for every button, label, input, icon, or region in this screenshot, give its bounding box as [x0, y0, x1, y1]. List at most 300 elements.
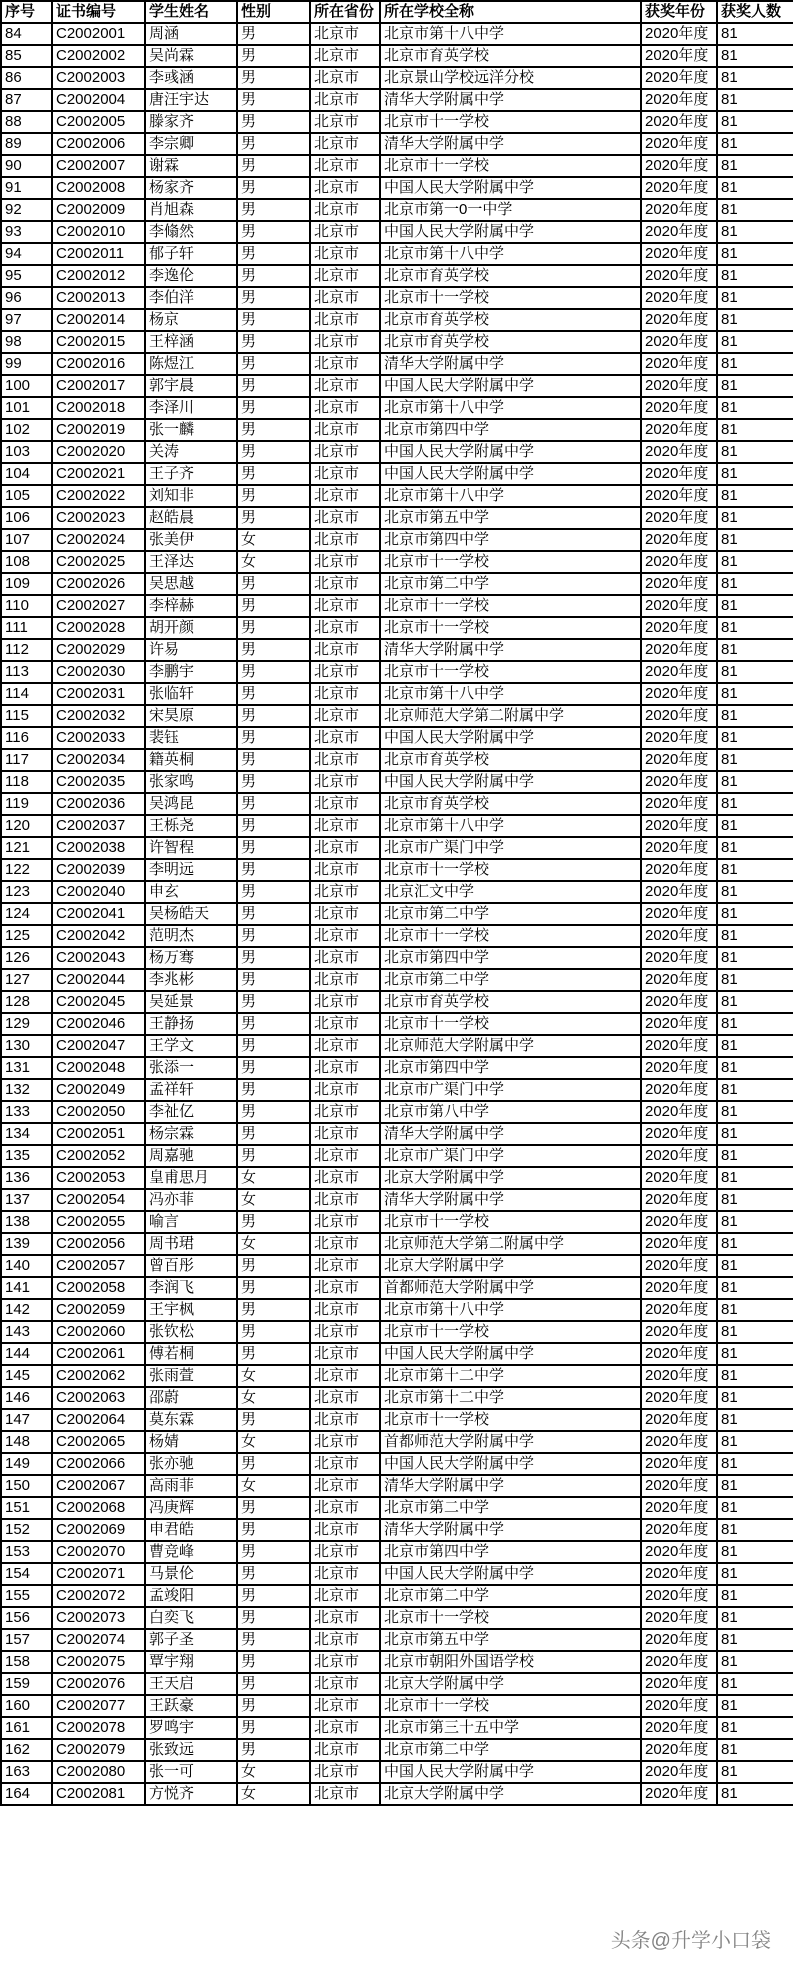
cell-gender: 男 [237, 771, 310, 793]
cell-year: 2020年度 [641, 507, 717, 529]
cell-count: 81 [717, 881, 793, 903]
cell-year: 2020年度 [641, 155, 717, 177]
cell-province: 北京市 [310, 661, 380, 683]
cell-year: 2020年度 [641, 133, 717, 155]
cell-year: 2020年度 [641, 1519, 717, 1541]
cell-cert-no: C2002055 [52, 1211, 145, 1233]
cell-gender: 男 [237, 265, 310, 287]
cell-school: 北京市十一学校 [380, 925, 641, 947]
cell-count: 81 [717, 1233, 793, 1255]
cell-gender: 男 [237, 1343, 310, 1365]
cell-seq: 155 [1, 1585, 52, 1607]
cell-school: 北京市十一学校 [380, 155, 641, 177]
table-row [1, 969, 793, 991]
cell-cert-no: C2002068 [52, 1497, 145, 1519]
cell-seq: 154 [1, 1563, 52, 1585]
cell-count: 81 [717, 1541, 793, 1563]
cell-cert-no: C2002061 [52, 1343, 145, 1365]
cell-count: 81 [717, 1431, 793, 1453]
cell-year: 2020年度 [641, 1145, 717, 1167]
cell-gender: 女 [237, 1189, 310, 1211]
cell-school: 北京市第四中学 [380, 529, 641, 551]
cell-seq: 138 [1, 1211, 52, 1233]
cell-cert-no: C2002019 [52, 419, 145, 441]
table-row [1, 903, 793, 925]
cell-cert-no: C2002004 [52, 89, 145, 111]
cell-province: 北京市 [310, 1673, 380, 1695]
cell-gender: 男 [237, 1739, 310, 1761]
header-gender: 性别 [237, 1, 310, 23]
cell-gender: 男 [237, 309, 310, 331]
cell-seq: 92 [1, 199, 52, 221]
cell-gender: 男 [237, 1145, 310, 1167]
cell-cert-no: C2002016 [52, 353, 145, 375]
cell-school: 中国人民大学附属中学 [380, 375, 641, 397]
cell-school: 北京市育英学校 [380, 331, 641, 353]
cell-seq: 98 [1, 331, 52, 353]
cell-province: 北京市 [310, 1717, 380, 1739]
cell-gender: 男 [237, 1607, 310, 1629]
cell-cert-no: C2002025 [52, 551, 145, 573]
table-row [1, 23, 793, 45]
cell-year: 2020年度 [641, 1277, 717, 1299]
cell-school: 北京市第十二中学 [380, 1387, 641, 1409]
cell-cert-no: C2002065 [52, 1431, 145, 1453]
cell-year: 2020年度 [641, 199, 717, 221]
cell-count: 81 [717, 243, 793, 265]
cell-name: 杨万骞 [145, 947, 237, 969]
cell-cert-no: C2002080 [52, 1761, 145, 1783]
cell-cert-no: C2002030 [52, 661, 145, 683]
cell-cert-no: C2002022 [52, 485, 145, 507]
cell-seq: 147 [1, 1409, 52, 1431]
cell-gender: 男 [237, 1211, 310, 1233]
cell-province: 北京市 [310, 1145, 380, 1167]
cell-cert-no: C2002044 [52, 969, 145, 991]
cell-school: 北京市育英学校 [380, 45, 641, 67]
cell-cert-no: C2002056 [52, 1233, 145, 1255]
cell-count: 81 [717, 287, 793, 309]
cell-gender: 男 [237, 1035, 310, 1057]
cell-province: 北京市 [310, 859, 380, 881]
cell-gender: 男 [237, 749, 310, 771]
cell-cert-no: C2002075 [52, 1651, 145, 1673]
cell-count: 81 [717, 1761, 793, 1783]
cell-province: 北京市 [310, 1475, 380, 1497]
cell-gender: 男 [237, 1629, 310, 1651]
cell-gender: 男 [237, 1541, 310, 1563]
cell-year: 2020年度 [641, 23, 717, 45]
cell-year: 2020年度 [641, 683, 717, 705]
cell-seq: 102 [1, 419, 52, 441]
cell-year: 2020年度 [641, 881, 717, 903]
cell-province: 北京市 [310, 309, 380, 331]
cell-province: 北京市 [310, 1629, 380, 1651]
cell-name: 吴尚霖 [145, 45, 237, 67]
cell-year: 2020年度 [641, 705, 717, 727]
table-row [1, 287, 793, 309]
cell-name: 傅若桐 [145, 1343, 237, 1365]
table-row [1, 1673, 793, 1695]
cell-name: 张美伊 [145, 529, 237, 551]
cell-province: 北京市 [310, 727, 380, 749]
cell-name: 白奕飞 [145, 1607, 237, 1629]
cell-cert-no: C2002026 [52, 573, 145, 595]
cell-gender: 女 [237, 1387, 310, 1409]
cell-province: 北京市 [310, 793, 380, 815]
cell-year: 2020年度 [641, 1167, 717, 1189]
cell-seq: 137 [1, 1189, 52, 1211]
table-row [1, 925, 793, 947]
cell-school: 北京市十一学校 [380, 287, 641, 309]
cell-count: 81 [717, 23, 793, 45]
cell-gender: 男 [237, 1123, 310, 1145]
cell-count: 81 [717, 45, 793, 67]
cell-school: 北京市十一学校 [380, 1211, 641, 1233]
cell-seq: 122 [1, 859, 52, 881]
cell-year: 2020年度 [641, 1101, 717, 1123]
cell-gender: 男 [237, 1101, 310, 1123]
cell-seq: 124 [1, 903, 52, 925]
cell-gender: 男 [237, 1563, 310, 1585]
cell-seq: 134 [1, 1123, 52, 1145]
cell-seq: 95 [1, 265, 52, 287]
cell-cert-no: C2002064 [52, 1409, 145, 1431]
cell-name: 许易 [145, 639, 237, 661]
cell-name: 孟竣阳 [145, 1585, 237, 1607]
cell-gender: 男 [237, 221, 310, 243]
cell-school: 北京市第十八中学 [380, 397, 641, 419]
cell-name: 高雨菲 [145, 1475, 237, 1497]
cell-gender: 女 [237, 1431, 310, 1453]
cell-school: 北京市十一学校 [380, 1607, 641, 1629]
cell-province: 北京市 [310, 45, 380, 67]
cell-seq: 150 [1, 1475, 52, 1497]
cell-school: 中国人民大学附属中学 [380, 771, 641, 793]
cell-seq: 133 [1, 1101, 52, 1123]
cell-year: 2020年度 [641, 265, 717, 287]
cell-count: 81 [717, 1277, 793, 1299]
cell-seq: 131 [1, 1057, 52, 1079]
cell-cert-no: C2002008 [52, 177, 145, 199]
cell-seq: 85 [1, 45, 52, 67]
table-row [1, 397, 793, 419]
cell-seq: 107 [1, 529, 52, 551]
cell-school: 北京市第二中学 [380, 573, 641, 595]
table-row [1, 1541, 793, 1563]
table-row [1, 617, 793, 639]
cell-school: 北京市育英学校 [380, 749, 641, 771]
table-row [1, 1717, 793, 1739]
cell-count: 81 [717, 1453, 793, 1475]
cell-school: 清华大学附属中学 [380, 1123, 641, 1145]
cell-year: 2020年度 [641, 1475, 717, 1497]
cell-name: 李祉亿 [145, 1101, 237, 1123]
cell-year: 2020年度 [641, 639, 717, 661]
cell-gender: 女 [237, 1365, 310, 1387]
table-row [1, 1695, 793, 1717]
cell-year: 2020年度 [641, 1013, 717, 1035]
table-row [1, 265, 793, 287]
cell-year: 2020年度 [641, 1299, 717, 1321]
cell-gender: 男 [237, 1695, 310, 1717]
cell-cert-no: C2002037 [52, 815, 145, 837]
cell-gender: 男 [237, 661, 310, 683]
cell-school: 北京市第十八中学 [380, 485, 641, 507]
cell-gender: 男 [237, 353, 310, 375]
cell-cert-no: C2002040 [52, 881, 145, 903]
cell-cert-no: C2002033 [52, 727, 145, 749]
cell-province: 北京市 [310, 1343, 380, 1365]
cell-seq: 125 [1, 925, 52, 947]
cell-count: 81 [717, 419, 793, 441]
cell-gender: 男 [237, 793, 310, 815]
cell-province: 北京市 [310, 1409, 380, 1431]
cell-name: 杨婧 [145, 1431, 237, 1453]
cell-seq: 108 [1, 551, 52, 573]
cell-year: 2020年度 [641, 1189, 717, 1211]
table-row [1, 1365, 793, 1387]
cell-year: 2020年度 [641, 1695, 717, 1717]
cell-year: 2020年度 [641, 969, 717, 991]
table-row [1, 1277, 793, 1299]
table-row [1, 331, 793, 353]
cell-province: 北京市 [310, 1057, 380, 1079]
cell-seq: 158 [1, 1651, 52, 1673]
cell-province: 北京市 [310, 375, 380, 397]
cell-cert-no: C2002073 [52, 1607, 145, 1629]
cell-name: 吴延景 [145, 991, 237, 1013]
cell-count: 81 [717, 1123, 793, 1145]
cell-province: 北京市 [310, 1101, 380, 1123]
cell-year: 2020年度 [641, 1409, 717, 1431]
cell-year: 2020年度 [641, 1211, 717, 1233]
table-row [1, 67, 793, 89]
cell-year: 2020年度 [641, 1431, 717, 1453]
cell-province: 北京市 [310, 1123, 380, 1145]
cell-province: 北京市 [310, 1607, 380, 1629]
table-row [1, 1299, 793, 1321]
cell-year: 2020年度 [641, 793, 717, 815]
cell-school: 清华大学附属中学 [380, 1475, 641, 1497]
cell-seq: 130 [1, 1035, 52, 1057]
cell-school: 中国人民大学附属中学 [380, 1563, 641, 1585]
cell-gender: 男 [237, 595, 310, 617]
cell-seq: 93 [1, 221, 52, 243]
cell-year: 2020年度 [641, 1321, 717, 1343]
cell-school: 中国人民大学附属中学 [380, 463, 641, 485]
cell-cert-no: C2002078 [52, 1717, 145, 1739]
cell-seq: 101 [1, 397, 52, 419]
cell-name: 王静扬 [145, 1013, 237, 1035]
cell-cert-no: C2002074 [52, 1629, 145, 1651]
cell-gender: 男 [237, 1299, 310, 1321]
table-row [1, 1497, 793, 1519]
cell-count: 81 [717, 309, 793, 331]
cell-count: 81 [717, 1585, 793, 1607]
cell-school: 北京市朝阳外国语学校 [380, 1651, 641, 1673]
cell-seq: 149 [1, 1453, 52, 1475]
cell-name: 曹竞峰 [145, 1541, 237, 1563]
table-row [1, 485, 793, 507]
table-row [1, 793, 793, 815]
cell-seq: 96 [1, 287, 52, 309]
cell-count: 81 [717, 705, 793, 727]
cell-school: 清华大学附属中学 [380, 1519, 641, 1541]
cell-name: 刘知非 [145, 485, 237, 507]
cell-count: 81 [717, 947, 793, 969]
cell-count: 81 [717, 617, 793, 639]
table-row [1, 771, 793, 793]
cell-province: 北京市 [310, 331, 380, 353]
cell-count: 81 [717, 331, 793, 353]
cell-gender: 男 [237, 947, 310, 969]
cell-seq: 111 [1, 617, 52, 639]
cell-count: 81 [717, 573, 793, 595]
cell-school: 北京市第二中学 [380, 1739, 641, 1761]
cell-province: 北京市 [310, 463, 380, 485]
table-row [1, 881, 793, 903]
cell-province: 北京市 [310, 1431, 380, 1453]
cell-cert-no: C2002028 [52, 617, 145, 639]
cell-gender: 男 [237, 1585, 310, 1607]
cell-school: 北京市第五中学 [380, 1629, 641, 1651]
cell-name: 郭子圣 [145, 1629, 237, 1651]
cell-gender: 男 [237, 859, 310, 881]
cell-seq: 103 [1, 441, 52, 463]
cell-cert-no: C2002045 [52, 991, 145, 1013]
cell-name: 郁子轩 [145, 243, 237, 265]
cell-cert-no: C2002049 [52, 1079, 145, 1101]
cell-cert-no: C2002029 [52, 639, 145, 661]
cell-cert-no: C2002039 [52, 859, 145, 881]
cell-school: 首都师范大学附属中学 [380, 1277, 641, 1299]
cell-cert-no: C2002063 [52, 1387, 145, 1409]
cell-count: 81 [717, 1563, 793, 1585]
cell-count: 81 [717, 1695, 793, 1717]
cell-name: 张一可 [145, 1761, 237, 1783]
cell-cert-no: C2002017 [52, 375, 145, 397]
cell-province: 北京市 [310, 1541, 380, 1563]
cell-province: 北京市 [310, 67, 380, 89]
table-row [1, 89, 793, 111]
cell-year: 2020年度 [641, 111, 717, 133]
cell-cert-no: C2002021 [52, 463, 145, 485]
cell-seq: 164 [1, 1783, 52, 1805]
cell-seq: 142 [1, 1299, 52, 1321]
cell-gender: 男 [237, 375, 310, 397]
cell-cert-no: C2002031 [52, 683, 145, 705]
cell-seq: 162 [1, 1739, 52, 1761]
cell-school: 北京市第八中学 [380, 1101, 641, 1123]
cell-seq: 160 [1, 1695, 52, 1717]
cell-gender: 男 [237, 1321, 310, 1343]
cell-gender: 男 [237, 23, 310, 45]
cell-school: 清华大学附属中学 [380, 353, 641, 375]
cell-school: 北京市十一学校 [380, 859, 641, 881]
cell-seq: 89 [1, 133, 52, 155]
cell-cert-no: C2002072 [52, 1585, 145, 1607]
cell-school: 北京市第一0一中学 [380, 199, 641, 221]
cell-name: 覃宇翔 [145, 1651, 237, 1673]
cell-year: 2020年度 [641, 925, 717, 947]
cell-school: 北京市第十二中学 [380, 1365, 641, 1387]
table-row [1, 155, 793, 177]
cell-count: 81 [717, 485, 793, 507]
cell-count: 81 [717, 1299, 793, 1321]
table-row [1, 1233, 793, 1255]
cell-school: 中国人民大学附属中学 [380, 727, 641, 749]
cell-province: 北京市 [310, 1035, 380, 1057]
cell-gender: 女 [237, 529, 310, 551]
cell-province: 北京市 [310, 573, 380, 595]
table-row [1, 1189, 793, 1211]
cell-school: 北京市十一学校 [380, 617, 641, 639]
cell-count: 81 [717, 771, 793, 793]
cell-gender: 男 [237, 331, 310, 353]
cell-school: 北京市十一学校 [380, 1013, 641, 1035]
cell-count: 81 [717, 529, 793, 551]
cell-cert-no: C2002012 [52, 265, 145, 287]
cell-cert-no: C2002023 [52, 507, 145, 529]
cell-gender: 女 [237, 1783, 310, 1805]
cell-name: 李伯洋 [145, 287, 237, 309]
cell-name: 张一麟 [145, 419, 237, 441]
cell-school: 北京市第三十五中学 [380, 1717, 641, 1739]
cell-year: 2020年度 [641, 67, 717, 89]
cell-count: 81 [717, 375, 793, 397]
cell-cert-no: C2002010 [52, 221, 145, 243]
table-row [1, 1013, 793, 1035]
cell-year: 2020年度 [641, 749, 717, 771]
cell-cert-no: C2002018 [52, 397, 145, 419]
cell-cert-no: C2002005 [52, 111, 145, 133]
table-row [1, 639, 793, 661]
cell-seq: 145 [1, 1365, 52, 1387]
cell-year: 2020年度 [641, 1585, 717, 1607]
cell-province: 北京市 [310, 1189, 380, 1211]
cell-name: 肖旭森 [145, 199, 237, 221]
cell-school: 北京市十一学校 [380, 551, 641, 573]
cell-year: 2020年度 [641, 947, 717, 969]
cell-province: 北京市 [310, 749, 380, 771]
cell-school: 清华大学附属中学 [380, 639, 641, 661]
cell-cert-no: C2002050 [52, 1101, 145, 1123]
cell-name: 周书珺 [145, 1233, 237, 1255]
cell-count: 81 [717, 441, 793, 463]
table-row [1, 463, 793, 485]
cell-school: 北京市十一学校 [380, 1321, 641, 1343]
cell-cert-no: C2002058 [52, 1277, 145, 1299]
cell-gender: 男 [237, 1409, 310, 1431]
cell-province: 北京市 [310, 89, 380, 111]
cell-name: 陈煜江 [145, 353, 237, 375]
cell-count: 81 [717, 199, 793, 221]
cell-name: 张雨萱 [145, 1365, 237, 1387]
table-row [1, 1651, 793, 1673]
cell-name: 张亦驰 [145, 1453, 237, 1475]
cell-count: 81 [717, 507, 793, 529]
cell-province: 北京市 [310, 1321, 380, 1343]
cell-seq: 97 [1, 309, 52, 331]
cell-year: 2020年度 [641, 397, 717, 419]
cell-cert-no: C2002070 [52, 1541, 145, 1563]
cell-name: 莫东霖 [145, 1409, 237, 1431]
cell-count: 81 [717, 1673, 793, 1695]
header-cert-no: 证书编号 [52, 1, 145, 23]
cell-name: 杨京 [145, 309, 237, 331]
cell-province: 北京市 [310, 1079, 380, 1101]
